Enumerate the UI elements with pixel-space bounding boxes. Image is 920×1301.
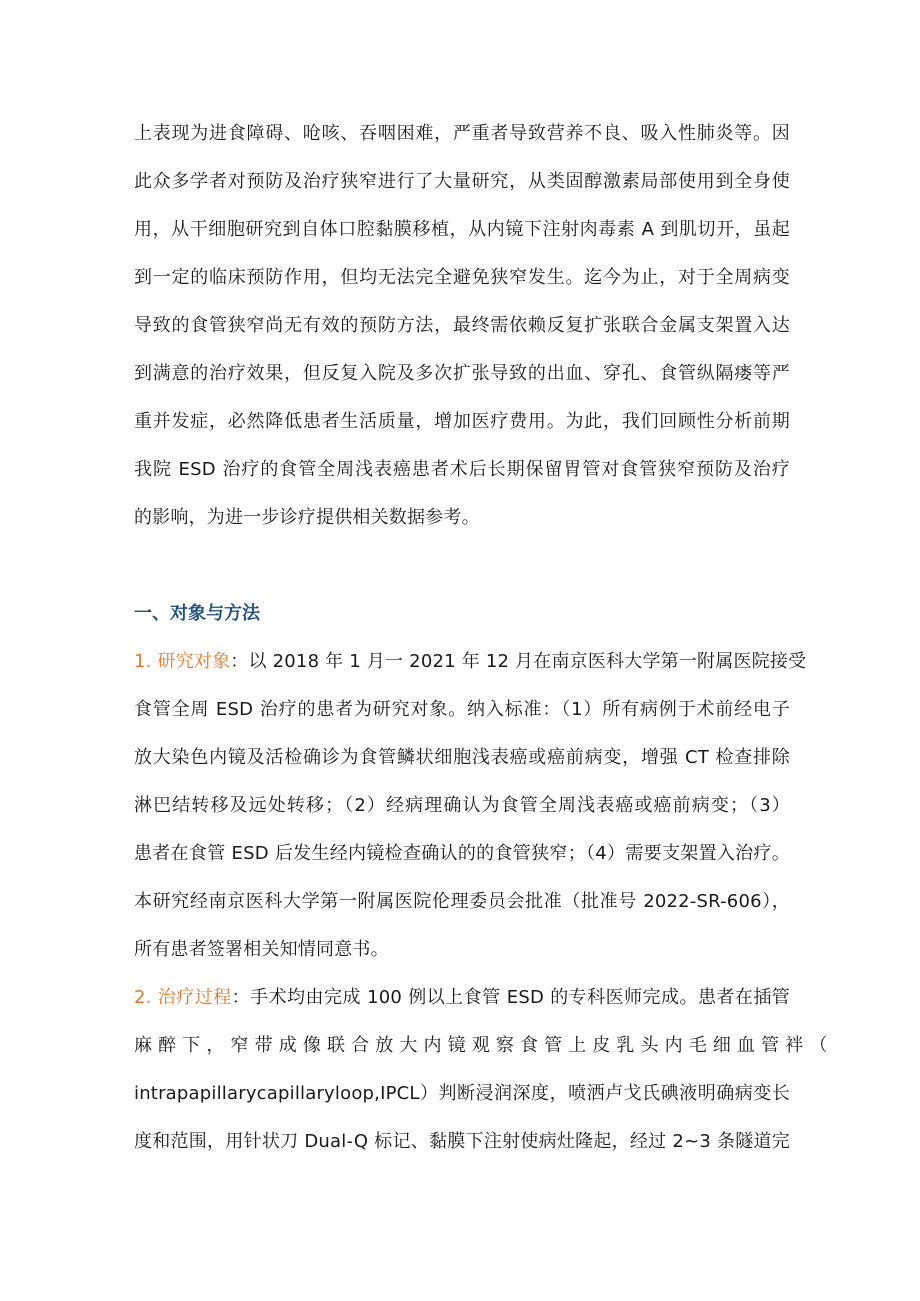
subsection1-line: 本研究经南京医科大学第一附属医院伦理委员会批准（批准号 2022-SR-606）， — [134, 891, 790, 912]
subsection1-first-line — [134, 650, 807, 674]
intro-line: 的影响，为进一步诊疗提供相关数据参考。 — [134, 507, 480, 528]
subsection1-first-text: ：以 2018 年 1 月一 2021 年 12 月在南京医科大学第一附属医院接受 — [230, 651, 807, 672]
subsection1-line: 患者在食管 ESD 后发生经内镜检查确认的的食管狭窄；（4）需要支架置入治疗。 — [134, 843, 790, 864]
subsection1-line: 食管全周 ESD 治疗的患者为研究对象。纳入标准：（1）所有病例于术前经电子 — [134, 699, 790, 720]
intro-line: 我院 ESD 治疗的食管全周浅表癌患者术后长期保留胃管对食管狭窄预防及治疗 — [134, 459, 790, 480]
intro-line: 此众多学者对预防及治疗狭窄进行了大量研究，从类固醇激素局部使用到全身使 — [134, 171, 790, 192]
subsection1-line: 淋巴结转移及远处转移；（2）经病理确认为食管全周浅表癌或癌前病变；（3） — [134, 795, 790, 816]
subsection2-first-text: ：手术均由完成 100 例以上食管 ESD 的专科医师完成。患者在插管 — [231, 987, 791, 1008]
subsection2-line: intrapapillarycapillaryloop,IPCL）判断浸润深度，喷洒卢戈氏碘液明确病变长 — [134, 1083, 790, 1104]
subsection2-line: 麻 醉 下 ， 窄 带 成 像 联 合 放 大 内 镜 观 察 食 管 上 皮 乳 头 内 毛 细 血 管 袢 （ — [134, 1035, 828, 1056]
intro-line: 到满意的治疗效果，但反复入院及多次扩张导致的出血、穿孔、食管纵隔瘘等严 — [134, 363, 790, 384]
intro-line: 到一定的临床预防作用，但均无法完全避免狭窄发生。迄今为止，对于全周病变 — [134, 267, 790, 288]
intro-line: 用，从干细胞研究到自体口腔黏膜移植，从内镜下注射肉毒素 A 到肌切开，虽起 — [134, 219, 790, 240]
subsection1-label: 1. 研究对象 — [134, 651, 231, 672]
section-heading: 一、对象与方法 — [134, 603, 260, 624]
intro-line: 上表现为进食障碍、呛咳、吞咽困难，严重者导致营养不良、吸入性肺炎等。因 — [134, 123, 790, 144]
subsection2-first-line — [134, 986, 790, 1010]
subsection1-line: 所有患者签署相关知情同意书。 — [134, 939, 389, 960]
intro-line: 重并发症，必然降低患者生活质量，增加医疗费用。为此，我们回顾性分析前期 — [134, 411, 790, 432]
subsection1-line: 放大染色内镜及活检确诊为食管鳞状细胞浅表癌或癌前病变，增强 CT 检查排除 — [134, 747, 790, 768]
intro-line: 导致的食管狭窄尚无有效的预防方法，最终需依赖反复扩张联合金属支架置入达 — [134, 315, 790, 336]
subsection2-label: 2. 治疗过程 — [134, 987, 232, 1008]
subsection2-line: 度和范围，用针状刀 Dual-Q 标记、黏膜下注射使病灶隆起，经过 2~3 条隧道完 — [134, 1131, 790, 1152]
